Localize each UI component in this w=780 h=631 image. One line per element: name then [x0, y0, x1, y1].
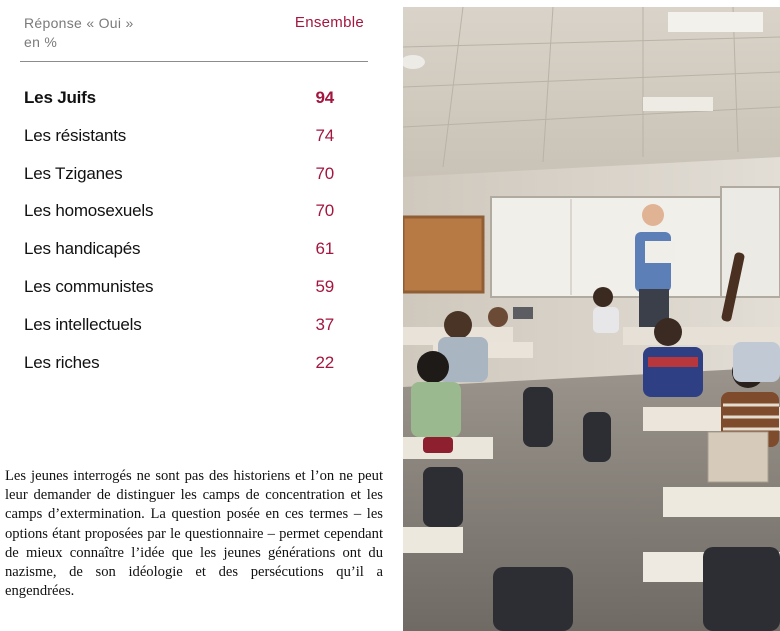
row-value: 61	[315, 239, 334, 259]
header-caption-line-2: en %	[24, 34, 58, 50]
row-label: Les intellectuels	[24, 314, 142, 334]
body-paragraph: Les jeunes interrogés ne sont pas des historiens et l’on ne peut leur demander de distinguer les camps de concentration et les camps d’extermination. La question posée en ces termes – les options étant proposées par le questionnaire – permet cependant de mieux connaître l’idée que les jeunes générations ont du nazisme, de son idéologie et des persécutions qu’il a engendrées.	[5, 468, 383, 600]
header-column-ensemble: Ensemble	[294, 14, 364, 31]
table-row	[24, 126, 334, 164]
table-row	[24, 88, 334, 126]
row-value: 22	[315, 352, 334, 372]
row-value: 37	[315, 314, 334, 334]
row-value: 70	[315, 201, 334, 221]
header-caption	[24, 14, 134, 52]
row-value: 74	[315, 125, 334, 145]
row-label: Les Tziganes	[24, 163, 123, 183]
header-divider	[20, 61, 368, 62]
row-value: 70	[315, 163, 334, 183]
table-row	[24, 353, 334, 391]
row-label: Les riches	[24, 352, 100, 372]
table-header	[20, 10, 368, 62]
row-value: 59	[315, 276, 334, 296]
row-label: Les résistants	[24, 125, 127, 145]
classroom-photo	[403, 7, 780, 631]
table-row	[24, 315, 334, 353]
table-rows	[24, 88, 334, 390]
table-row	[24, 164, 334, 202]
row-value: 94	[315, 88, 334, 107]
results-table	[20, 10, 368, 372]
row-label: Les Juifs	[24, 88, 96, 107]
header-caption-line-1: Réponse « Oui »	[24, 15, 134, 31]
row-label: Les handicapés	[24, 239, 141, 259]
row-label: Les communistes	[24, 276, 154, 296]
table-row	[24, 239, 334, 277]
table-row	[24, 277, 334, 315]
table-row	[24, 201, 334, 239]
row-label: Les homosexuels	[24, 201, 154, 221]
